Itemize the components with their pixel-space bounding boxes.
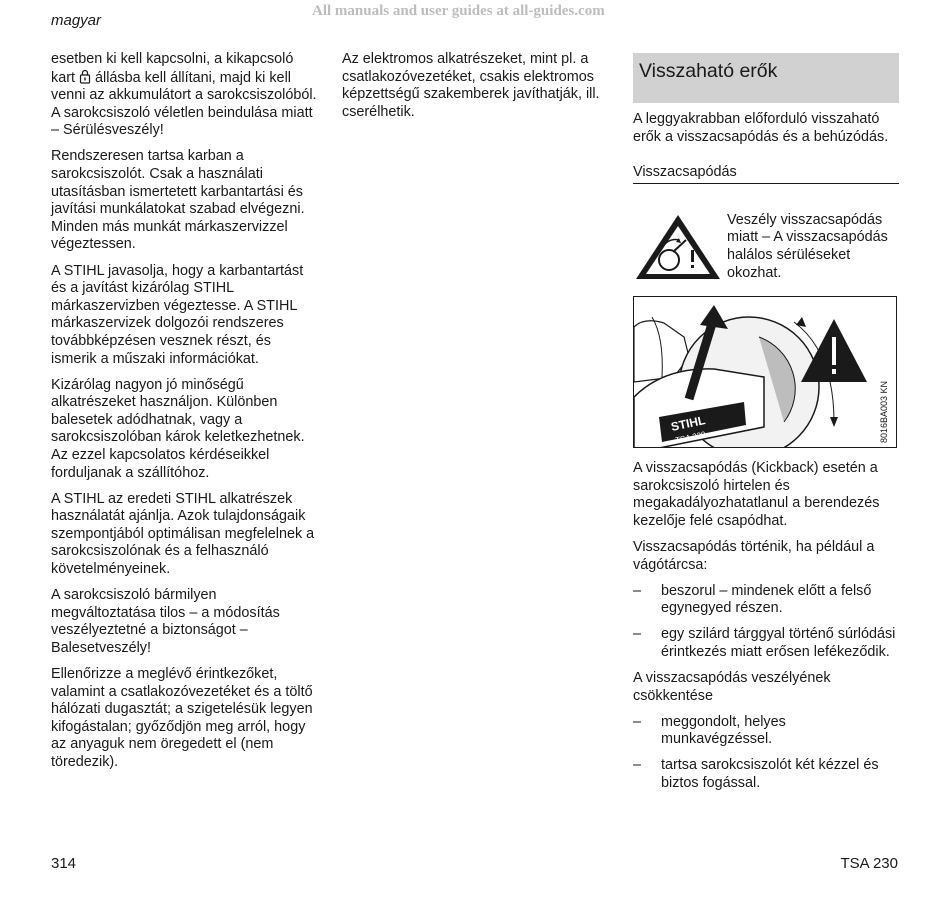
paragraph: esetben ki kell kapcsolni, a kikapcsoló kart állásba kell állítani, majd ki kell venni az akkumulátort a sarokcsiszolóból. A sarokcsiszoló véletlen beindulása miatt – Sérülésveszély! <box>51 51 317 139</box>
column-2 <box>342 51 612 130</box>
bold-heading: Visszacsapódás történik, ha például a vágótárcsa: <box>633 539 875 573</box>
paragraph: A STIHL javasolja, hogy a karbantartást és a javítást kizárólag STIHL márkaszervizben végeztesse. A STIHL márkaszervizek dolgozói rendszeres továbbképzésen vesznek részt, és ismerik a műszaki információkat. <box>51 262 304 367</box>
column-1 <box>51 51 319 780</box>
watermark: All manuals and user guides at all-guides.com <box>312 3 605 19</box>
model-label: TSA 230 <box>674 429 707 446</box>
list-item: – meggondolt, helyes munkavégzéssel. <box>633 713 786 748</box>
warning-text: Veszély visszacsapódás miatt – A visszacsapódás halálos sérüléseket okozhat. <box>727 211 888 281</box>
list-item: – beszorul – mindenek előtt a felső egynegyed részen. <box>633 582 872 617</box>
bold-heading: A visszacsapódás veszélyének csökkentése <box>633 670 831 704</box>
paragraph: A STIHL az eredeti STIHL alkatrészek használatát ajánlja. Azok tulajdonságaik szempontjából optimálisan megfelelnek a sarokcsiszolónak és a felhasználó követelményeinek. <box>51 490 315 578</box>
warning-block <box>633 212 899 282</box>
kickback-warning-icon <box>633 212 723 282</box>
paragraph: A visszacsapódás (Kickback) esetén a sarokcsiszoló hirtelen és megakadályozhatatlanul a berendezés kezelője felé csapódhat. <box>633 460 880 529</box>
kickback-illustration <box>633 296 897 448</box>
language-label: magyar <box>51 12 102 29</box>
column-3 <box>633 53 899 801</box>
list-item: – tartsa sarokcsiszolót két kézzel és biztos fogással. <box>633 757 879 792</box>
page-number: 314 <box>51 855 77 872</box>
footer-model: TSA 230 <box>840 855 898 872</box>
paragraph: A leggyakrabban előforduló visszaható erők a visszacsapódás és a behúzódás. <box>633 111 889 145</box>
paragraph: Ellenőrizze a meglévő érintkezőket, valamint a csatlakozóvezetéket és a töltő hálózati dugasztát; a szigetelésük legyen kifogástalan; győződjön meg arról, hogy az anyaguk nem öregedett el (nem töredezik). <box>51 666 313 770</box>
paragraph: Rendszeresen tartsa karban a sarokcsiszolót. Csak a használati utasításban ismertetett karbantartási és javítási munkálatokat szabad elvégezni. Minden más munkát márkaszervizzel végeztessen. <box>51 148 305 253</box>
figure-code: 8016BA003 KN <box>879 381 890 444</box>
list-item: – egy szilárd tárggyal történő súrlódási érintkezés miatt erősen lefékeződik. <box>633 626 896 660</box>
brand-logo: STIHL <box>669 413 707 435</box>
section-heading: Visszaható erők <box>633 53 899 103</box>
paragraph: A sarokcsiszoló bármilyen megváltoztatása tilos – a módosítás veszélyeztetné a biztonságot – Balesetveszély! <box>51 587 280 656</box>
cutoff-saw-drawing <box>634 297 897 448</box>
lock-icon <box>79 69 91 84</box>
paragraph: Kizárólag nagyon jó minőségű alkatrészeket használjon. Különben balesetek adódhatnak, vagy a sarokcsiszolóban károk keletkezhetnek. Az ezzel kapcsolatos kérdéseikkel forduljanak a szállítóhoz. <box>51 376 305 481</box>
paragraph: Az elektromos alkatrészeket, mint pl. a csatlakozóvezetéket, csakis elektromos képzettségű szakemberek javíthatják, ill. cserélhetik. <box>342 51 600 120</box>
subheading: Visszacsapódás <box>633 164 899 184</box>
